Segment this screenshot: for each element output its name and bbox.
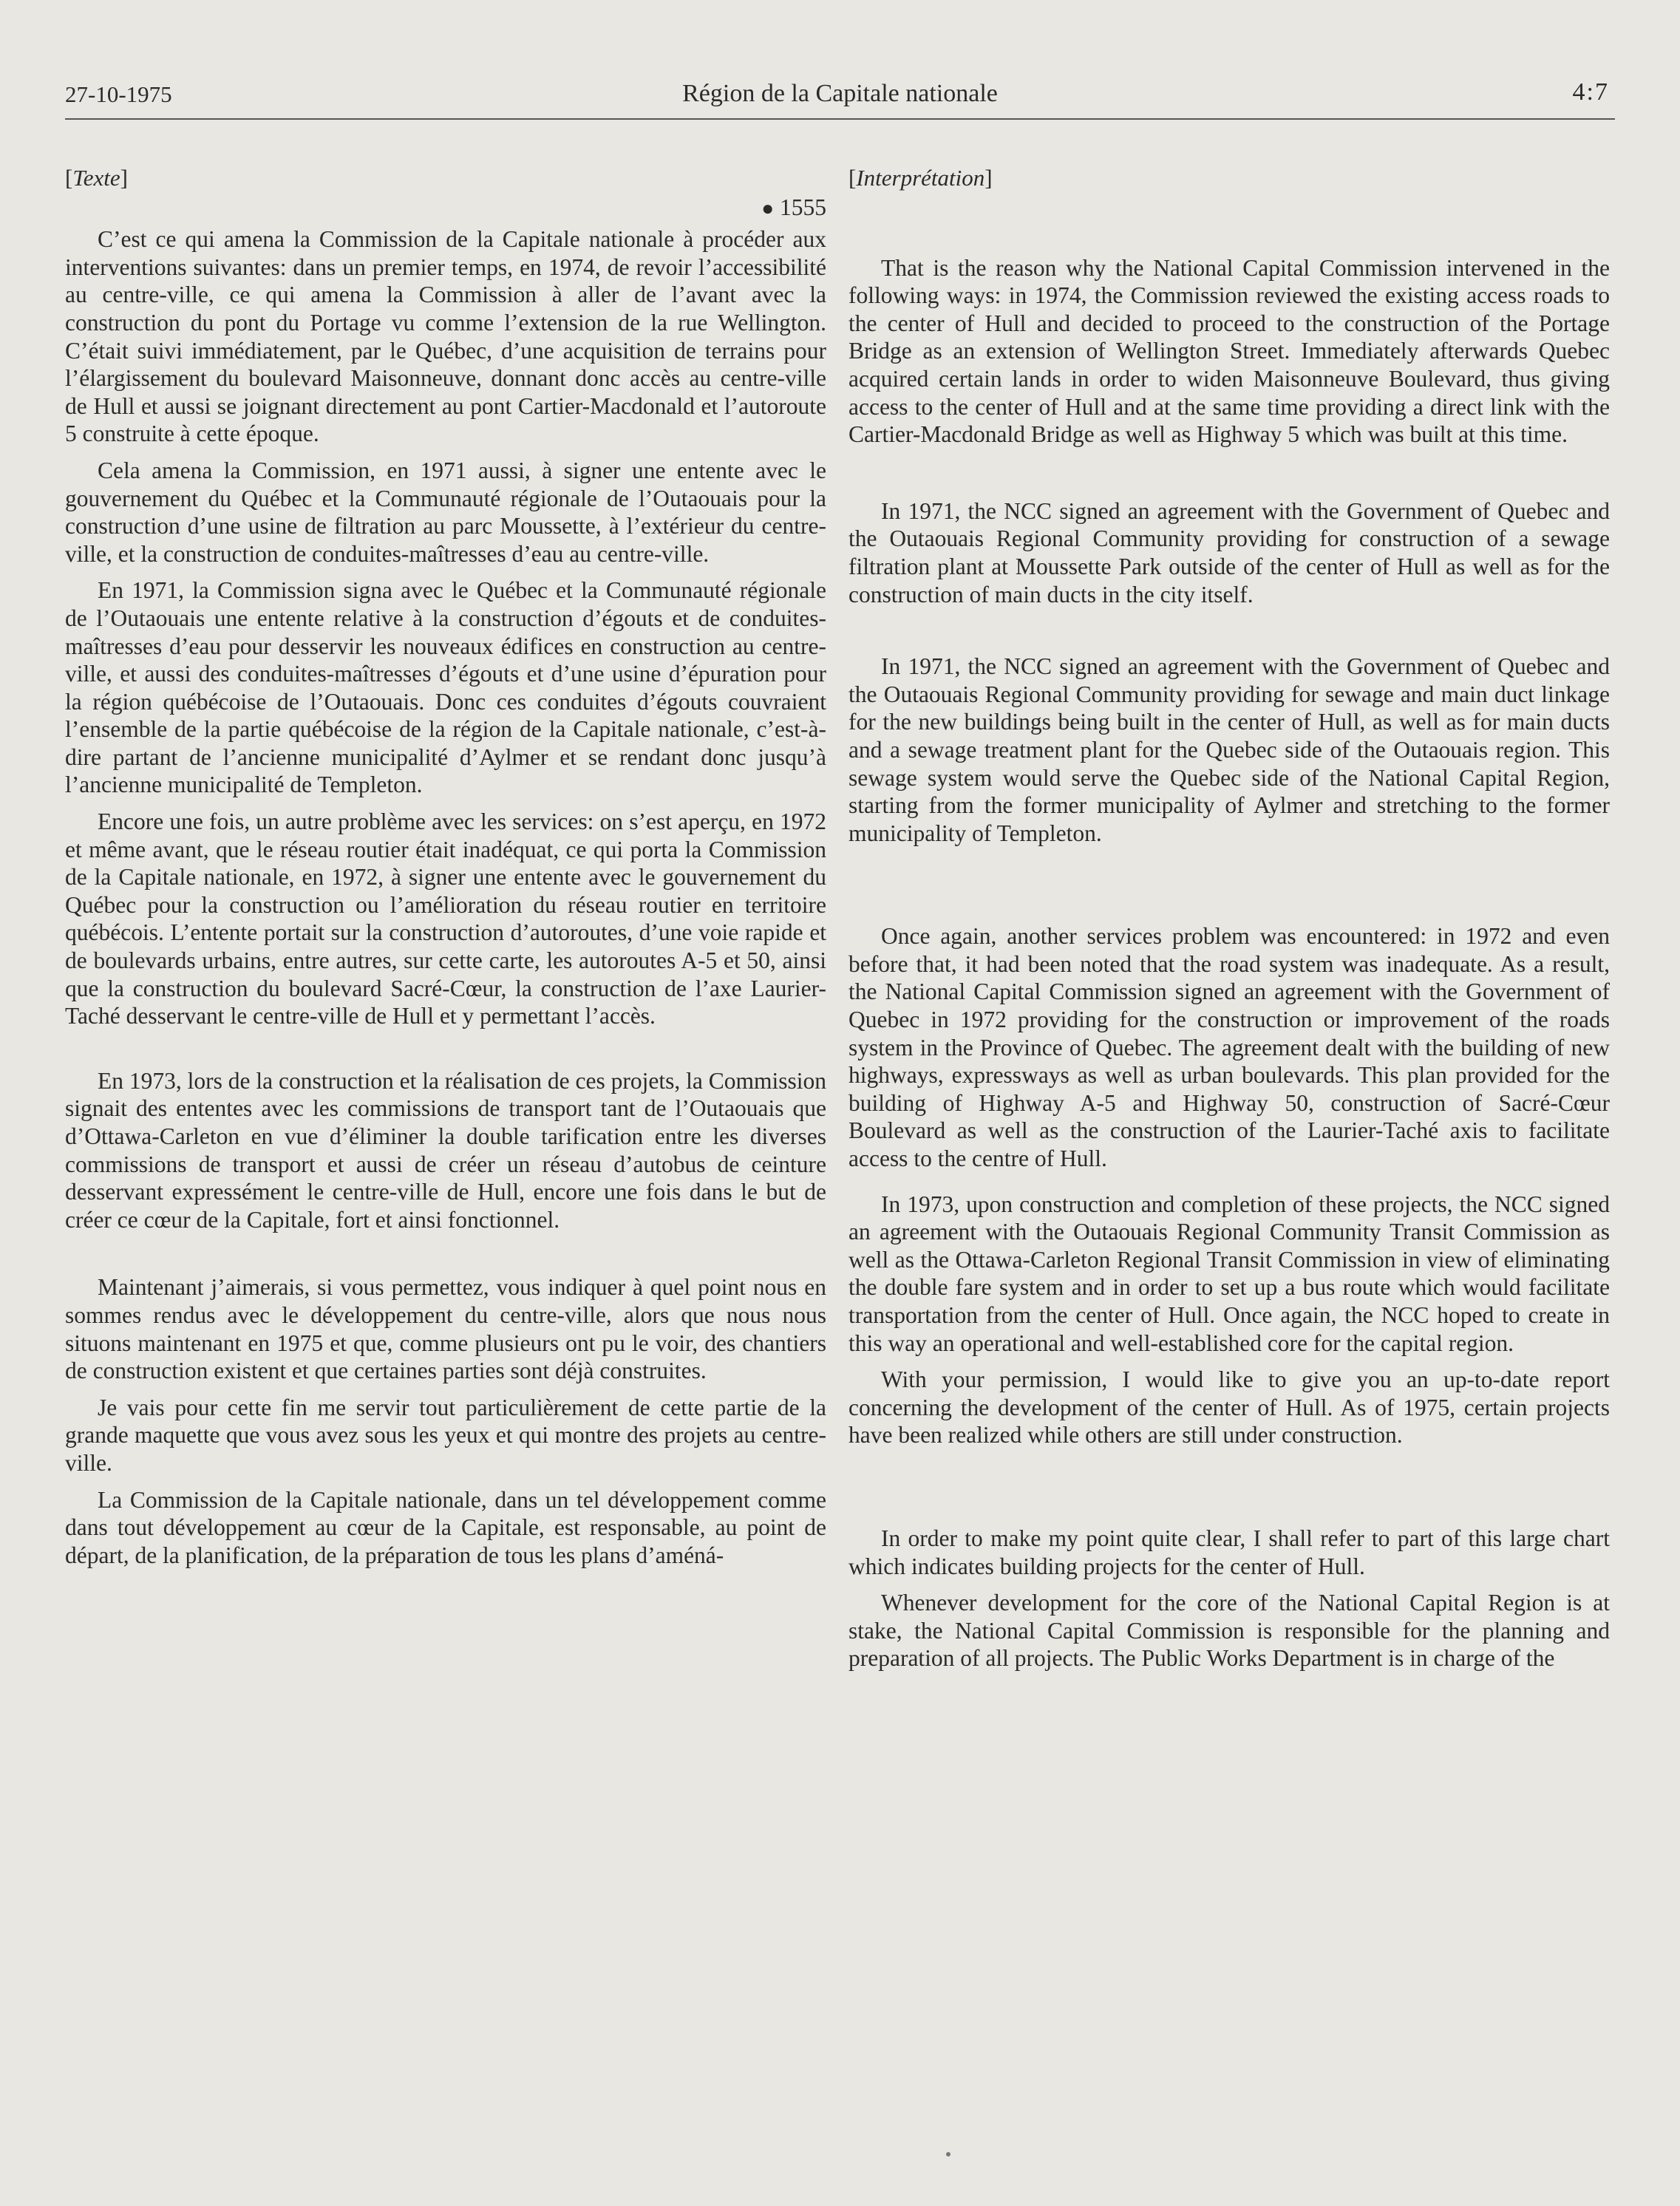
- paragraph: Cela amena la Commission, en 1971 aussi, à signer une entente avec le gouvernement du Québec et la Communauté régionale de l’Outaouais pour la construction d’une usine de filtration au parc Moussette, à l’extérieur du centre-ville, et la construction de conduites-maîtresses d’eau au centre-ville.: [65, 457, 826, 567]
- header-date: 27-10-1975: [65, 81, 172, 107]
- time-marker: [65, 194, 826, 223]
- english-interpretation-column: [848, 164, 1610, 1681]
- page-header: [65, 74, 1615, 120]
- column-label-texte: [Texte]: [65, 165, 128, 191]
- paragraph: In order to make my point quite clear, I shall refer to part of this large chart which indicates building projects for the center of Hull.: [848, 1525, 1610, 1579]
- paragraph: Je vais pour cette fin me servir tout particulièrement de cette partie de la grande maquette que vous avez sous les yeux et qui montre des projets au centre-ville.: [65, 1394, 826, 1476]
- paragraph: Maintenant j’aimerais, si vous permettez, vous indiquer à quel point nous en sommes rendus avec le développement du centre-ville, alors que nous nous situons maintenant en 1975 et que, comme plusieurs ont pu le voir, des chantiers de construction existent et que certaines parties sont déjà construites.: [65, 1274, 826, 1384]
- header-title: Région de la Capitale nationale: [682, 80, 998, 107]
- paragraph: In 1971, the NCC signed an agreement with the Government of Quebec and the Outaouais Regional Community providing for construction of a sewage filtration plant at Moussette Park outside of the center of Hull as well as for the construction of main ducts in the city itself.: [848, 497, 1610, 607]
- column-label-text: Texte: [72, 165, 120, 191]
- paragraph: Encore une fois, un autre problème avec les services: on s’est aperçu, en 1972 et même avant, que le réseau routier était inadéquat, ce qui porta la Commission de la Capitale nationale, en 1972, à signer une entente avec le gouvernement du Québec pour la construction ou l’amélioration du réseau routier en territoire québécois. L’entente portait sur la construction d’autoroutes, d’une voie rapide et de boulevards urbains, entre autres, sur cette carte, les autoroutes A-5 et 50, ainsi que la construction du boulevard Sacré-Cœur, la construction de l’axe Laurier-Taché desservant le centre-ville de Hull et y permettant l’accès.: [65, 808, 826, 1029]
- paragraph: With your permission, I would like to give you an up-to-date report concerning the development of the center of Hull. As of 1975, certain projects have been realized while others are still under construction.: [848, 1366, 1610, 1448]
- paragraph: That is the reason why the National Capital Commission intervened in the following ways: in 1974, the Commission reviewed the existing access roads to the center of Hull and decided to proceed to the construction of the Portage Bridge as an extension of Wellington Street. Immediately afterwards Quebec acquired certain lands in order to widen Maisonneuve Boulevard, thus giving access to the center of Hull and at the same time providing a direct link with the Cartier-Macdonald Bridge as well as Highway 5 which was built at this time.: [848, 254, 1610, 448]
- paper-speck: [946, 2152, 950, 2156]
- paragraph: In 1971, the NCC signed an agreement with the Government of Quebec and the Outaouais Regional Community providing for sewage and main duct linkage for the new buildings being built in the center of Hull, as well as for main ducts and a sewage treatment plant for the Quebec side of the Outaouais region. This sewage system would serve the Quebec side of the National Capital Region, starting from the former municipality of Aylmer and stretching to the former municipality of Templeton.: [848, 653, 1610, 846]
- paragraph: Whenever development for the core of the National Capital Region is at stake, the National Capital Commission is responsible for the planning and preparation of all projects. The Public Works Department is in charge of the: [848, 1590, 1610, 1672]
- paragraph: In 1973, upon construction and completion of these projects, the NCC signed an agreement with the Outaouais Regional Community Transit Commission as well as the Ottawa-Carleton Regional Transit Commission in view of eliminating the double fare system and in order to set up a bus route which would facilitate transportation from the center of Hull. Once again, the NCC hoped to create in this way an operational and well-established core for the capital region.: [848, 1191, 1610, 1356]
- paragraph: La Commission de la Capitale nationale, dans un tel développement comme dans tout développement au cœur de la Capitale, est responsable, au point de départ, de la planification, de la préparation de tous les plans d’améná-: [65, 1486, 826, 1568]
- paragraph: C’est ce qui amena la Commission de la Capitale nationale à procéder aux interventions suivantes: dans un premier temps, en 1974, de revoir l’accessibilité au centre-ville, ce qui amena la Commission à aller de l’avant avec la construction du pont du Portage vu comme l’extension de la rue Wellington. C’était suivi immédiatement, par le Québec, d’une acquisition de terrains pour l’élargissement du boulevard Maisonneuve, donnant donc accès au centre-ville de Hull et aussi se joignant directement au pont Cartier-Macdonald et l’autoroute 5 construite à cette époque.: [65, 226, 826, 447]
- time-marker-value: 1555: [780, 194, 826, 220]
- column-label-interpretation: [Interprétation]: [848, 165, 993, 191]
- paragraph: En 1971, la Commission signa avec le Québec et la Communauté régionale de l’Outaouais une entente relative à la construction d’égouts et de conduites-maîtresses d’eau pour desservir les nouveaux édifices en construction au centre-ville, et aussi des conduites-maîtresses d’égouts et d’une usine d’épuration pour la région québécoise de l’Outaouais. Donc ces conduites d’égouts couvraient l’ensemble de la partie québécoise de la région de la Capitale nationale, c’est-à-dire partant de l’ancienne municipalité d’Aylmer et se rendant donc jusqu’à l’ancienne municipalité de Templeton.: [65, 577, 826, 798]
- column-label-text: Interprétation: [856, 165, 985, 191]
- header-page-number: 4:7: [1572, 78, 1609, 106]
- bullet-icon: ●: [761, 197, 775, 220]
- french-text-column: [65, 164, 826, 1578]
- paragraph: Once again, another services problem was encountered: in 1972 and even before that, it had been noted that the road system was inadequate. As a result, the National Capital Commission signed an agreement with the Government of Quebec in 1972 providing for the construction or improvement of the roads system in the Province of Quebec. The agreement dealt with the building of new highways, expressways as well as urban boulevards. This plan provided for the building of Highway A-5 and Highway 50, construction of Sacré-Cœur Boulevard as well as the construction of the Laurier-Taché axis to facilitate access to the centre of Hull.: [848, 923, 1610, 1172]
- paragraph: En 1973, lors de la construction et la réalisation de ces projets, la Commission signait des ententes avec les commissions de transport tant de l’Outaouais que d’Ottawa-Carleton en vue d’éliminer la double tarification entre les diverses commissions de transport et aussi de créer un réseau d’autobus de ceinture desservant expressément le centre-ville de Hull, encore une fois dans le but de créer ce cœur de la Capitale, fort et ainsi fonctionnel.: [65, 1067, 826, 1233]
